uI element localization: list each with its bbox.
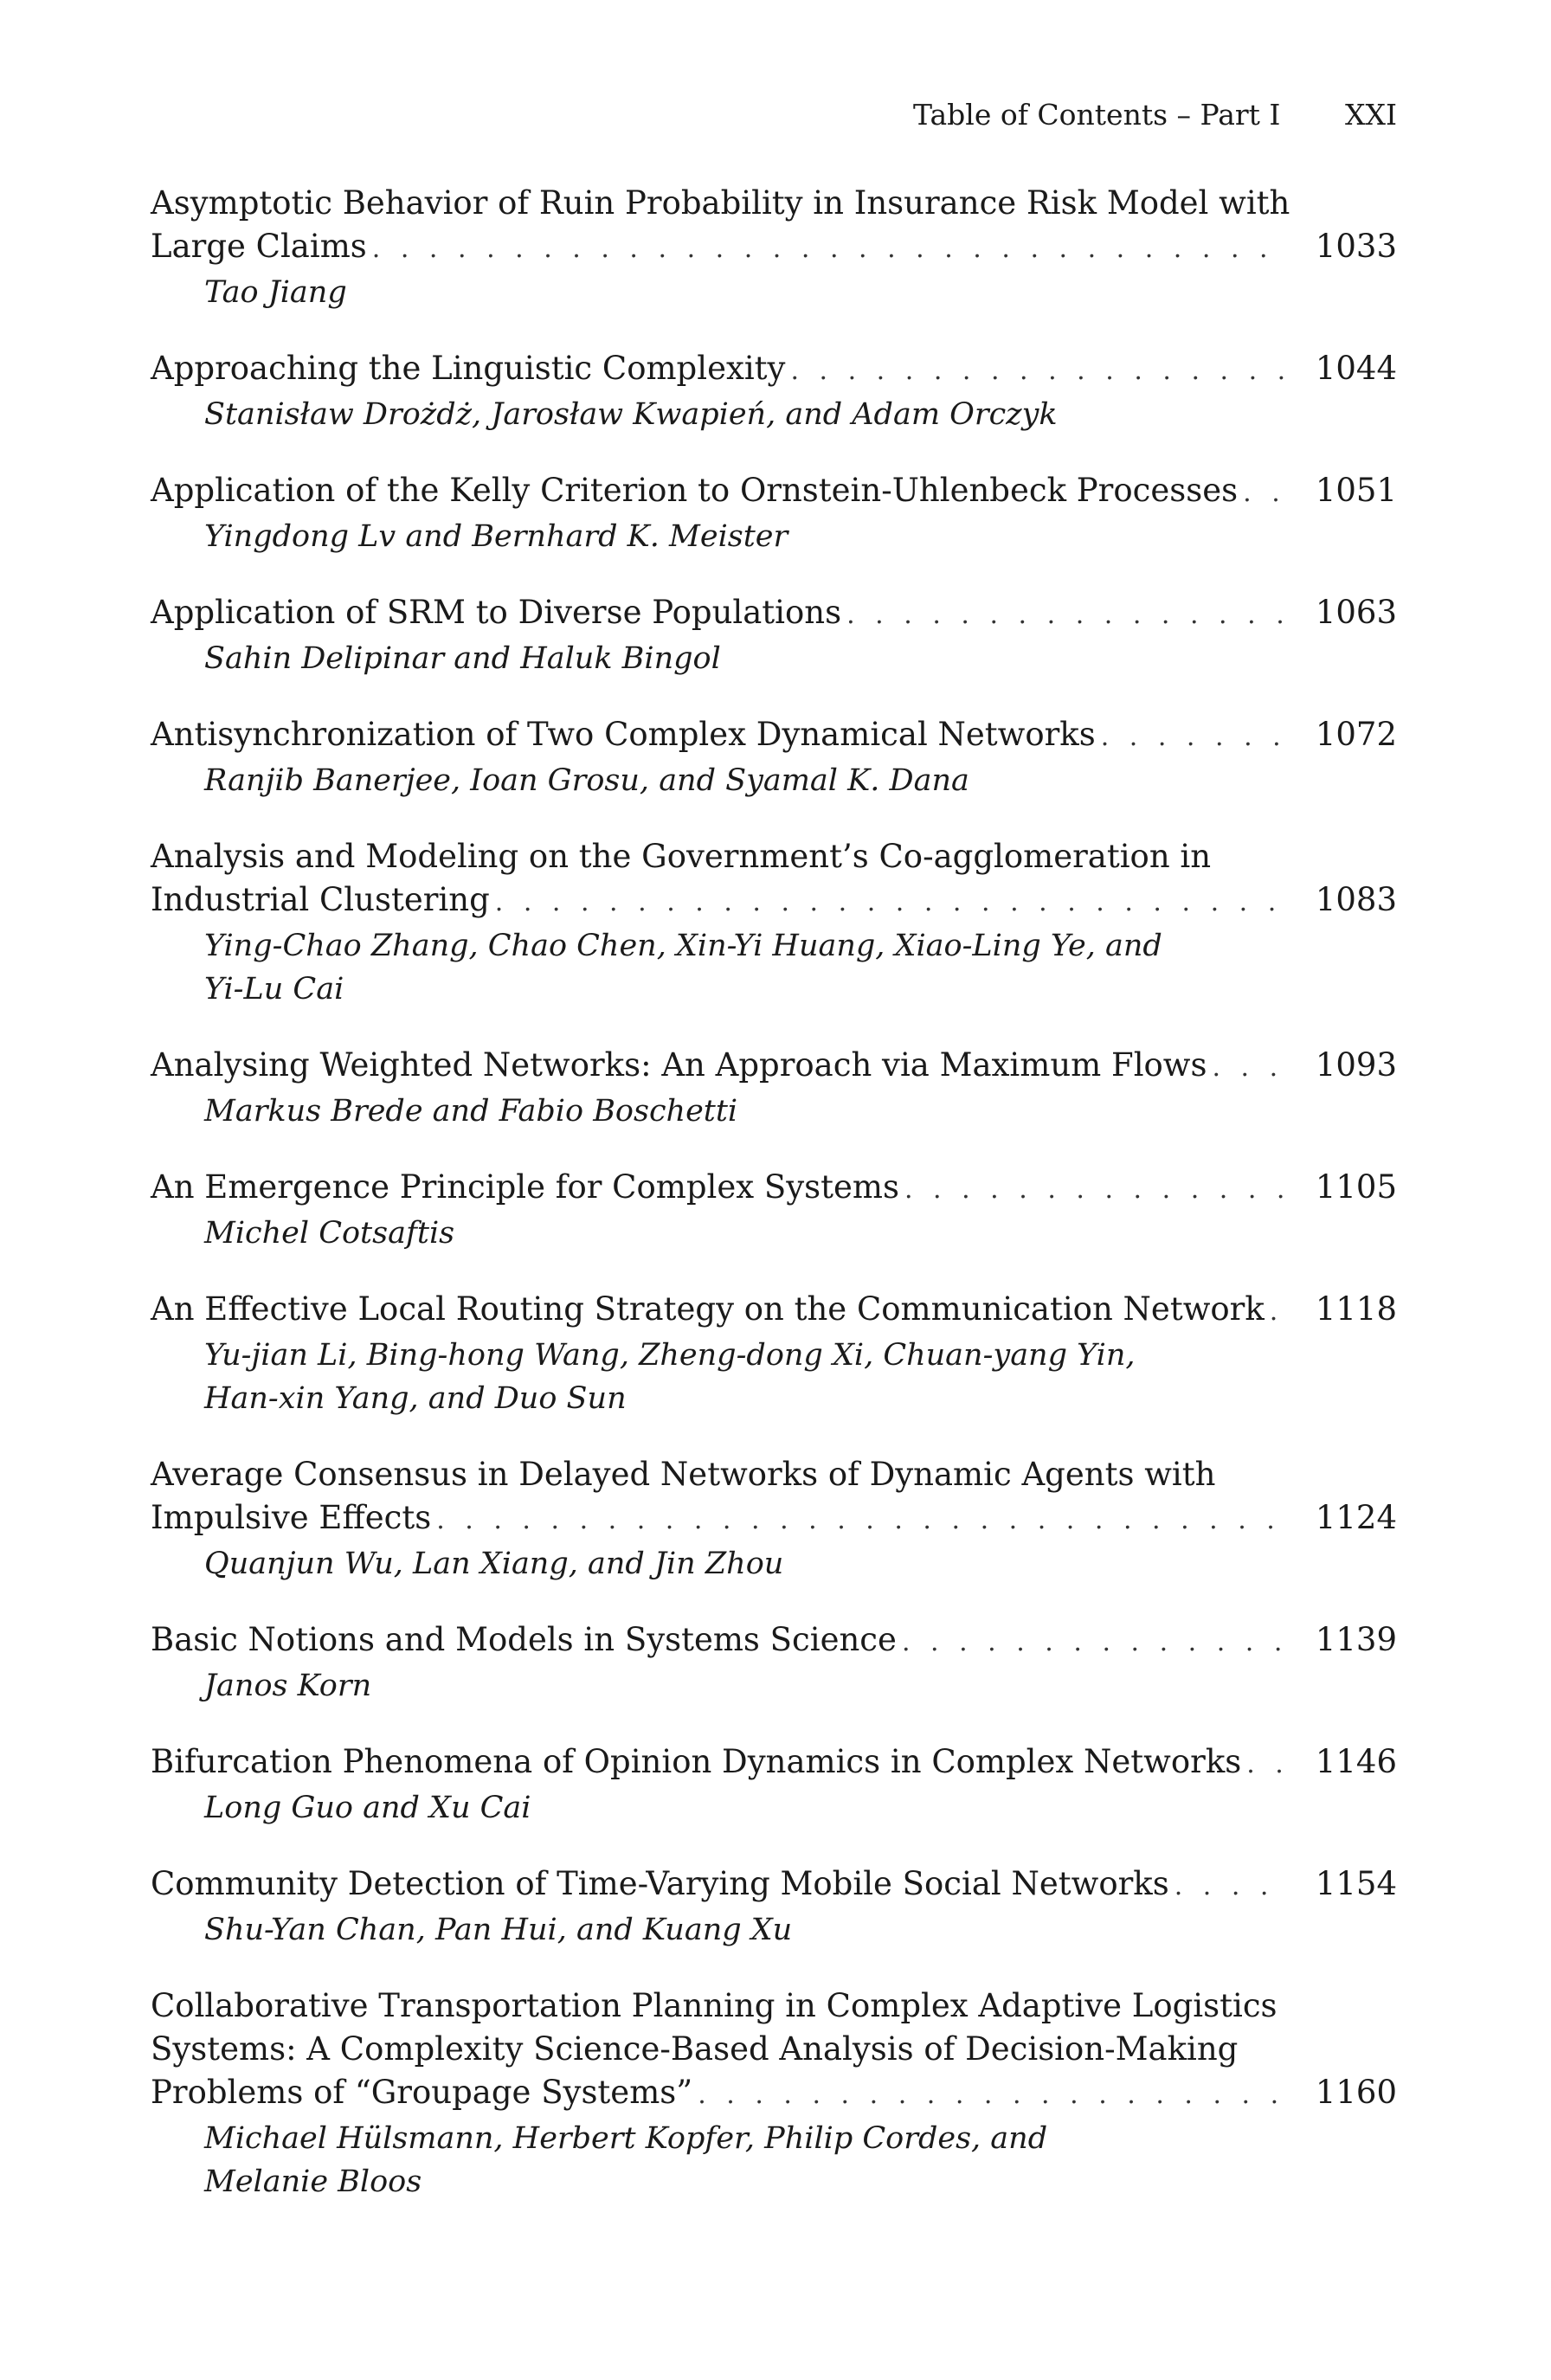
dot-leader [904, 1168, 1284, 1212]
toc-entry [151, 835, 1397, 1011]
dot-leader [372, 228, 1284, 271]
toc-entry [151, 1984, 1397, 2203]
toc-entry-page-number: 1139 [1315, 1621, 1397, 1658]
toc-entry-authors: Yu-jian Li, Bing-hong Wang, Zheng-dong Xi, Chuan-yang Yin, [204, 1338, 1136, 1373]
toc-entry-authors: Quanjun Wu, Lan Xiang, and Jin Zhou [204, 1547, 784, 1581]
dot-leader [1246, 1743, 1284, 1786]
dot-leader [1175, 1865, 1284, 1908]
toc-entry-title-text: Antisynchronization of Two Complex Dynamical Networks [151, 716, 1096, 753]
toc-entry-page-number: 1044 [1315, 350, 1397, 387]
toc-entry [151, 1862, 1397, 1952]
toc-entry-title-last-line [151, 347, 1397, 393]
toc-entry-authors: Stanisław Drożdż, Jarosław Kwapień, and Adam Orczyk [204, 397, 1058, 432]
toc-entry-page-number: 1124 [1315, 1499, 1397, 1536]
running-head [913, 93, 1397, 137]
toc-entry-title-last-line [151, 878, 1397, 924]
running-head-page-number: XXI [1344, 98, 1397, 132]
toc-entry-page-number: 1118 [1315, 1290, 1397, 1328]
dot-leader [790, 350, 1284, 393]
toc-entry-page-number: 1063 [1315, 594, 1397, 631]
toc-entry-page-number: 1154 [1315, 1865, 1397, 1902]
toc-entry-page-number: 1160 [1315, 2074, 1397, 2111]
toc-entry-authors: Melanie Bloos [204, 2165, 422, 2199]
toc-entry-page-number: 1083 [1315, 881, 1397, 918]
toc-entry [151, 347, 1397, 436]
toc-entry [151, 713, 1397, 802]
toc-entry-authors: Ranjib Banerjee, Ioan Grosu, and Syamal K. Dana [204, 763, 969, 798]
toc-entry [151, 469, 1397, 558]
toc-entry-title-text: Application of SRM to Diverse Populations [151, 594, 842, 631]
toc-entry-title-last-line [151, 713, 1397, 759]
toc-entry [151, 591, 1397, 680]
dot-leader [1243, 472, 1284, 515]
toc-entry-page-number: 1146 [1315, 1743, 1397, 1780]
toc-entry [151, 1453, 1397, 1586]
toc-entry-page-number: 1093 [1315, 1046, 1397, 1084]
toc-entry-title-last-line [151, 591, 1397, 637]
toc-entry-title-last-line [151, 225, 1397, 271]
dot-leader [846, 594, 1284, 637]
toc-entry-title-line: Systems: A Complexity Science-Based Analysis of Decision-Making [151, 2030, 1239, 2068]
toc-entry-title-last-line [151, 1862, 1397, 1908]
toc-entry-authors: Yi-Lu Cai [204, 972, 344, 1007]
dot-leader [1101, 716, 1284, 759]
toc-entry-authors: Sahin Delipinar and Haluk Bingol [204, 641, 721, 676]
toc-entry-authors: Michel Cotsaftis [204, 1216, 455, 1251]
dot-leader [1270, 1290, 1284, 1334]
toc-entry-title-last-line [151, 1496, 1397, 1542]
toc-entry [151, 1740, 1397, 1830]
toc-entry-title-text: Industrial Clustering [151, 881, 490, 918]
toc-entry-page-number: 1051 [1315, 472, 1397, 509]
toc-entry-authors: Yingdong Lv and Bernhard K. Meister [204, 519, 788, 554]
table-of-contents [151, 182, 1397, 2236]
toc-entry-authors: Long Guo and Xu Cai [204, 1791, 531, 1825]
toc-entry-title-last-line [151, 1288, 1397, 1334]
toc-entry-title-line: Collaborative Transportation Planning in Complex Adaptive Logistics [151, 1987, 1277, 2024]
toc-entry-authors: Ying-Chao Zhang, Chao Chen, Xin-Yi Huang, Xiao-Ling Ye, and [204, 929, 1162, 963]
toc-entry-page-number: 1033 [1315, 228, 1397, 265]
dot-leader [698, 2074, 1284, 2117]
toc-entry-title-last-line [151, 1618, 1397, 1664]
toc-entry-page-number: 1072 [1315, 716, 1397, 753]
dot-leader [902, 1621, 1284, 1664]
dot-leader [1212, 1046, 1284, 1090]
toc-entry-authors: Tao Jiang [204, 275, 347, 310]
toc-entry-title-text: Community Detection of Time-Varying Mobile Social Networks [151, 1865, 1169, 1902]
dot-leader [436, 1499, 1284, 1542]
toc-entry-authors: Janos Korn [204, 1669, 372, 1703]
toc-entry [151, 1166, 1397, 1255]
toc-entry [151, 1288, 1397, 1420]
toc-entry-title-last-line [151, 469, 1397, 515]
toc-entry [151, 182, 1397, 314]
toc-entry-title-line: Asymptotic Behavior of Ruin Probability in Insurance Risk Model with [151, 184, 1290, 222]
toc-entry-authors: Markus Brede and Fabio Boschetti [204, 1094, 738, 1129]
toc-entry-title-last-line [151, 2071, 1397, 2117]
toc-entry-title-text: Large Claims [151, 228, 367, 265]
toc-entry-authors: Shu-Yan Chan, Pan Hui, and Kuang Xu [204, 1913, 793, 1947]
toc-entry-title-last-line [151, 1166, 1397, 1212]
toc-entry-title-text: Problems of “Groupage Systems” [151, 2074, 693, 2111]
toc-entry [151, 1618, 1397, 1708]
toc-entry-title-text: An Effective Local Routing Strategy on the Communication Network [151, 1290, 1265, 1328]
toc-entry-title-text: Basic Notions and Models in Systems Science [151, 1621, 897, 1658]
toc-entry-title-line: Analysis and Modeling on the Government’s Co-agglomeration in [151, 838, 1212, 875]
toc-entry-title-last-line [151, 1044, 1397, 1090]
toc-entry-title-text: An Emergence Principle for Complex Systems [151, 1168, 899, 1206]
toc-entry-title-text: Approaching the Linguistic Complexity [151, 350, 786, 387]
toc-entry-title-line: Average Consensus in Delayed Networks of Dynamic Agents with [151, 1456, 1216, 1493]
toc-entry-title-last-line [151, 1740, 1397, 1786]
running-head-title: Table of Contents – Part I [913, 98, 1281, 132]
dot-leader [495, 881, 1284, 924]
toc-entry-title-text: Bifurcation Phenomena of Opinion Dynamics in Complex Networks [151, 1743, 1242, 1780]
toc-entry-authors: Han-xin Yang, and Duo Sun [204, 1381, 627, 1416]
toc-entry-page-number: 1105 [1315, 1168, 1397, 1206]
toc-entry-title-text: Analysing Weighted Networks: An Approach via Maximum Flows [151, 1046, 1207, 1084]
toc-entry-title-text: Impulsive Effects [151, 1499, 432, 1536]
toc-entry-title-text: Application of the Kelly Criterion to Ornstein-Uhlenbeck Processes [151, 472, 1239, 509]
toc-entry [151, 1044, 1397, 1133]
toc-entry-authors: Michael Hülsmann, Herbert Kopfer, Philip Cordes, and [204, 2121, 1048, 2156]
